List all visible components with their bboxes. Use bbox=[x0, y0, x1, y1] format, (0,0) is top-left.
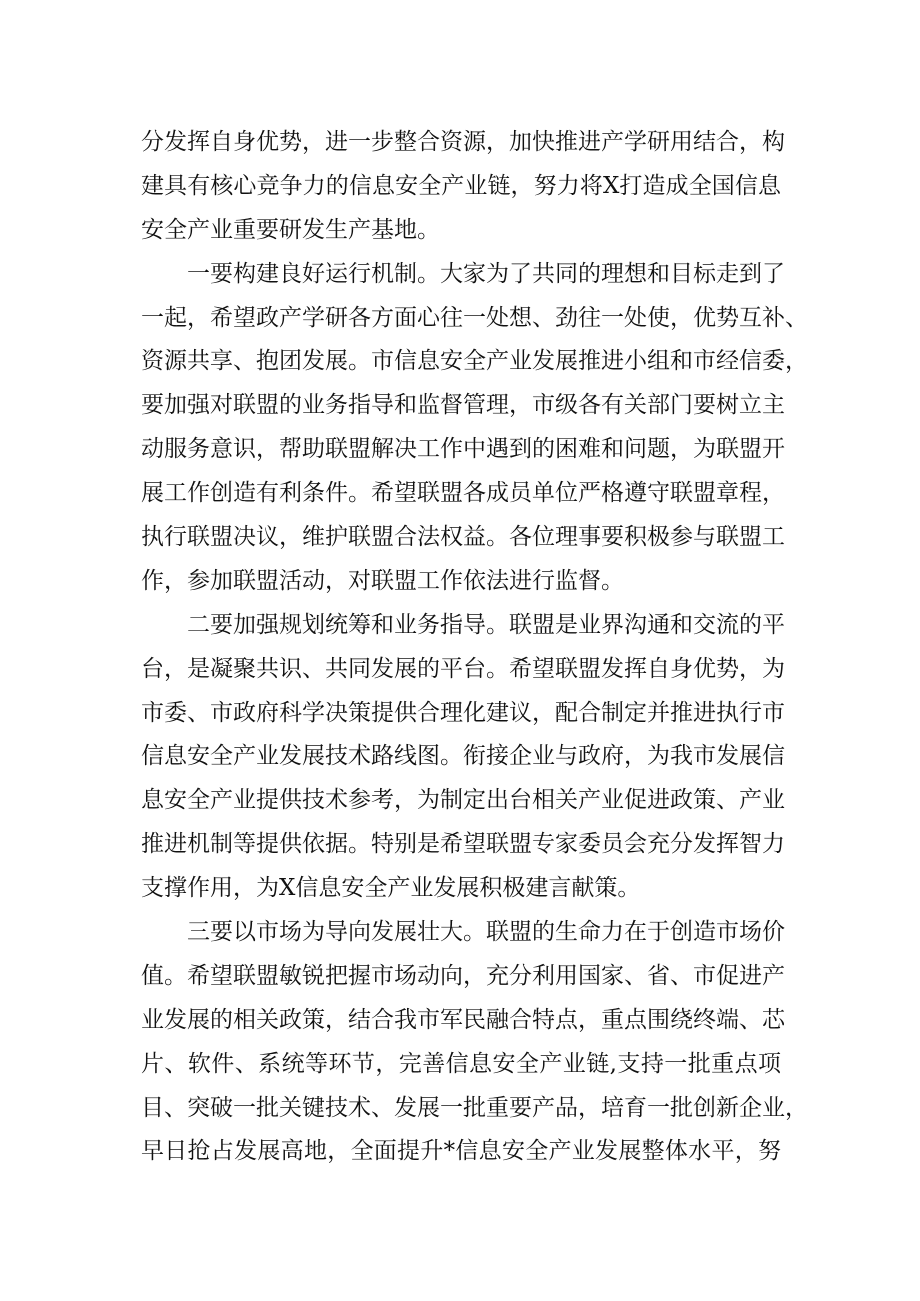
text-line: 市委、市政府科学决策提供合理化建议，配合制定并推进执行市 bbox=[141, 699, 785, 726]
text-line: 作，参加联盟活动，对联盟工作依法进行监督。 bbox=[141, 567, 624, 594]
text-line: 要加强对联盟的业务指导和监督管理，市级各有关部门要树立主 bbox=[141, 392, 785, 419]
text-line: 三要以市场为导向发展壮大。联盟的生命力在于创造市场价 bbox=[187, 919, 785, 946]
text-line: 分发挥自身优势，进一步整合资源，加快推进产学研用结合，构 bbox=[141, 129, 785, 155]
paragraph-2 bbox=[141, 253, 808, 604]
text-line: 信息安全产业发展技术路线图。衔接企业与政府，为我市发展信 bbox=[141, 743, 785, 770]
text-line: 建具有核心竞争力的信息安全产业链，努力将X打造成全国信息 bbox=[141, 172, 781, 199]
text-line: 一要构建良好运行机制。大家为了共同的理想和目标走到了 bbox=[187, 260, 785, 287]
text-line: 安全产业重要研发生产基地。 bbox=[141, 216, 440, 243]
paragraph-3 bbox=[141, 604, 785, 911]
text-line: 二要加强规划统筹和业务指导。联盟是业界沟通和交流的平 bbox=[187, 611, 785, 638]
text-line: 执行联盟决议，维护联盟合法权益。各位理事要积极参与联盟工 bbox=[141, 524, 785, 551]
paragraph-4 bbox=[141, 911, 808, 1174]
text-line: 资源共享、抱团发展。市信息安全产业发展推进小组和市经信委， bbox=[141, 348, 808, 375]
paragraph-1 bbox=[141, 121, 785, 253]
text-line: 早日抢占发展高地，全面提升*信息安全产业发展整体水平，努 bbox=[141, 1138, 781, 1165]
text-line: 片、软件、系统等环节，完善信息安全产业链,支持一批重点项 bbox=[141, 1050, 781, 1077]
text-line: 动服务意识，帮助联盟解决工作中遇到的困难和问题，为联盟开 bbox=[141, 436, 785, 463]
text-line: 支撑作用，为X信息安全产业发展积极建言献策。 bbox=[141, 875, 641, 902]
text-line: 业发展的相关政策，结合我市军民融合特点，重点围绕终端、芯 bbox=[141, 1006, 785, 1033]
text-line: 台，是凝聚共识、共同发展的平台。希望联盟发挥自身优势，为 bbox=[141, 655, 785, 682]
text-line: 展工作创造有利条件。希望联盟各成员单位严格遵守联盟章程， bbox=[141, 480, 785, 507]
text-line: 息安全产业提供技术参考，为制定出台相关产业促进政策、产业 bbox=[141, 787, 785, 814]
document-body bbox=[141, 121, 808, 1174]
text-line: 一起，希望政产学研各方面心往一处想、劲往一处使，优势互补、 bbox=[141, 304, 808, 331]
text-line: 推进机制等提供依据。特别是希望联盟专家委员会充分发挥智力 bbox=[141, 831, 785, 858]
text-line: 目、突破一批关键技术、发展一批重要产品，培育一批创新企业， bbox=[141, 1094, 808, 1121]
text-line: 值。希望联盟敏锐把握市场动向，充分利用国家、省、市促进产 bbox=[141, 962, 785, 989]
